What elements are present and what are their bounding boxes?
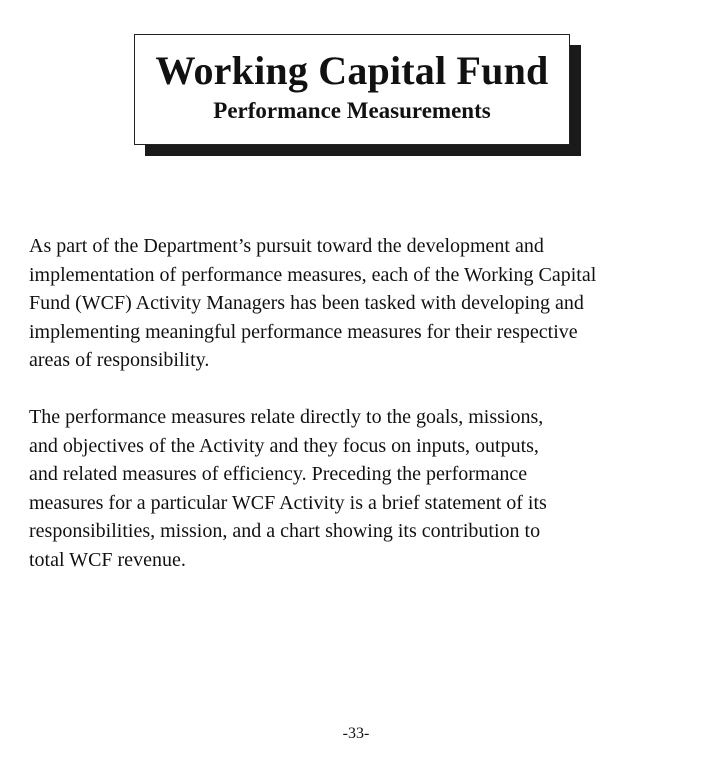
- page-subtitle: Performance Measurements: [213, 98, 491, 123]
- intro-paragraph: [29, 232, 596, 375]
- paragraph-line: and related measures of efficiency. Preceding the performance: [29, 463, 528, 486]
- paragraph-line: measures for a particular WCF Activity is a brief statement of its: [29, 491, 547, 514]
- paragraph-line: implementation of performance measures, each of the Working Capital: [29, 263, 597, 286]
- paragraph-line: Fund (WCF) Activity Managers has been tasked with developing and: [29, 292, 584, 315]
- paragraph-line: responsibilities, mission, and a chart showing its contribution to: [29, 520, 541, 543]
- measures-paragraph: [29, 403, 547, 575]
- paragraph-line: total WCF revenue.: [29, 548, 186, 571]
- paragraph-line: areas of responsibility.: [29, 349, 210, 372]
- paragraph-line: and objectives of the Activity and they focus on inputs, outputs,: [29, 434, 539, 457]
- page-number: -33-: [342, 725, 370, 742]
- paragraph-line: implementing meaningful performance measures for their respective: [29, 320, 578, 343]
- title-box: [134, 34, 570, 145]
- paragraph-line: As part of the Department’s pursuit toward the development and: [29, 235, 544, 257]
- paragraph-line: The performance measures relate directly to the goals, missions,: [29, 406, 544, 428]
- page-title: Working Capital Fund: [155, 48, 549, 93]
